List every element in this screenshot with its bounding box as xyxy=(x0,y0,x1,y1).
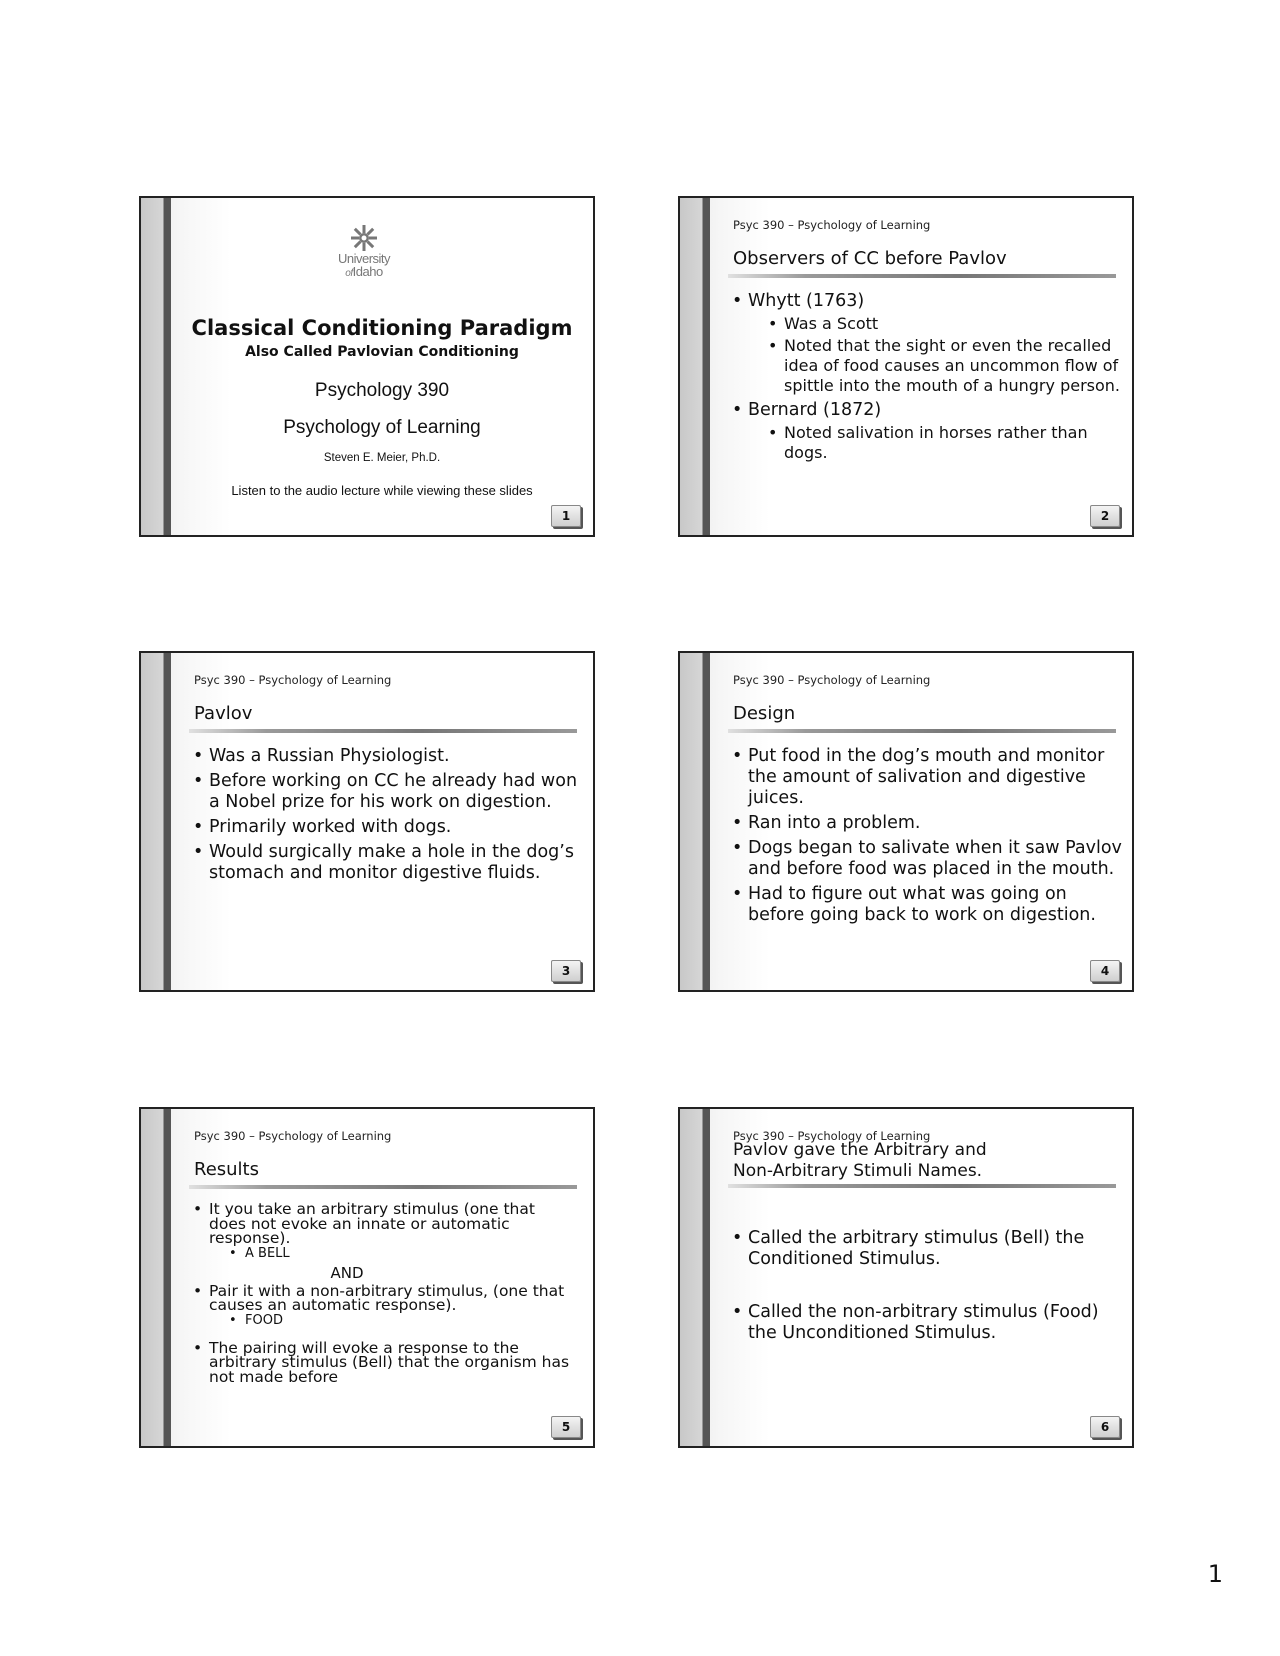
slide-side-bar xyxy=(680,653,710,990)
bullet-text: Pair it with a non-arbitrary stimulus, (one that causes an automatic response). xyxy=(209,1281,565,1314)
list-item xyxy=(730,291,1122,396)
logo-line-2b: Idaho xyxy=(352,264,383,279)
slide-3 xyxy=(139,651,595,992)
list-item: • Ran into a problem. xyxy=(730,813,1122,834)
list-item xyxy=(730,400,1122,463)
slide-title: Observers of CC before Pavlov xyxy=(733,248,1007,269)
slide-5 xyxy=(139,1107,595,1448)
slide-header: Psyc 390 – Psychology of Learning xyxy=(194,673,392,687)
list-item: • Primarily worked with dogs. xyxy=(191,817,583,838)
list-item: • Had to figure out what was going on before going back to work on digestion. xyxy=(730,884,1122,926)
list-item xyxy=(191,1202,573,1262)
slide-number-badge: 1 xyxy=(551,505,581,527)
slide-side-bar xyxy=(141,198,171,535)
title-rule xyxy=(189,729,577,733)
bullet-text: It you take an arbitrary stimulus (one that does not evoke an innate or automatic response). xyxy=(209,1200,535,1247)
list-item: • Before working on CC he already had won a Nobel prize for his work on digestion. xyxy=(191,771,583,813)
slide-1 xyxy=(139,196,595,537)
slide-title: Pavlov xyxy=(194,703,253,724)
slide-header: Psyc 390 – Psychology of Learning xyxy=(733,673,931,687)
bullet-list xyxy=(191,1202,573,1384)
logo-emblem-icon xyxy=(349,224,379,252)
slide-title-line-1: Pavlov gave the Arbitrary and xyxy=(733,1140,987,1160)
slide-side-bar xyxy=(141,653,171,990)
and-connector: AND xyxy=(330,1263,364,1282)
slide-title xyxy=(733,1140,987,1182)
logo-line-1: University xyxy=(337,251,391,266)
slide-number-badge: 4 xyxy=(1090,960,1120,982)
slide-header: Psyc 390 – Psychology of Learning xyxy=(733,218,931,232)
list-item: • Dogs began to salivate when it saw Pavlov and before food was placed in the mouth. xyxy=(730,838,1122,880)
slide-side-bar xyxy=(680,1109,710,1446)
slide-side-bar xyxy=(680,198,710,535)
sub-list xyxy=(209,1246,573,1262)
title-rule xyxy=(728,274,1116,278)
slide-1-course-name: Psychology of Learning xyxy=(283,417,481,438)
logo-line-2a: of xyxy=(345,268,353,279)
slide-1-note: Listen to the audio lecture while viewing these slides xyxy=(231,483,533,498)
sub-item: • Noted salivation in horses rather than dogs. xyxy=(766,423,1122,463)
slide-1-title: Classical Conditioning Paradigm xyxy=(191,316,573,340)
sub-item: • Was a Scott xyxy=(766,314,1122,334)
sub-item: • Noted that the sight or even the recalled idea of food causes an uncommon flow of spittle into the mouth of a hungry person. xyxy=(766,336,1122,396)
slide-1-subtitle: Also Called Pavlovian Conditioning xyxy=(245,344,519,360)
title-rule xyxy=(189,1185,577,1189)
logo-wordmark xyxy=(329,252,399,280)
slide-title-line-2: Non-Arbitrary Stimuli Names. xyxy=(733,1161,983,1181)
list-item: • Put food in the dog’s mouth and monitor the amount of salivation and digestive juices. xyxy=(730,746,1122,809)
list-item xyxy=(191,1281,573,1329)
page-number: 1 xyxy=(1207,1560,1223,1588)
sub-list xyxy=(209,1313,573,1329)
slide-header: Psyc 390 – Psychology of Learning xyxy=(733,1129,931,1143)
slide-number-badge: 3 xyxy=(551,960,581,982)
slide-number-badge: 6 xyxy=(1090,1416,1120,1438)
slide-4 xyxy=(678,651,1134,992)
sub-item: • FOOD xyxy=(227,1313,573,1329)
bullet-list xyxy=(191,746,583,888)
bullet-text: Whytt (1763) xyxy=(748,291,865,311)
slide-number-badge: 2 xyxy=(1090,505,1120,527)
list-item: • The pairing will evoke a response to the arbitrary stimulus (Bell) that the organism has not made before xyxy=(191,1341,573,1385)
slide-1-course: Psychology 390 xyxy=(314,380,450,401)
slide-title: Results xyxy=(194,1159,259,1180)
bullet-text: Bernard (1872) xyxy=(748,400,882,420)
sub-list xyxy=(748,314,1122,396)
list-item: • Was a Russian Physiologist. xyxy=(191,746,583,767)
slide-title: Design xyxy=(733,703,796,724)
slide-1-author: Steven E. Meier, Ph.D. xyxy=(323,452,441,464)
sub-item: • A BELL xyxy=(227,1246,573,1262)
list-item: • Called the non-arbitrary stimulus (Food) the Unconditioned Stimulus. xyxy=(730,1302,1122,1344)
slide-header: Psyc 390 – Psychology of Learning xyxy=(194,1129,392,1143)
sub-list xyxy=(748,423,1122,463)
bullet-list xyxy=(730,291,1122,467)
title-rule xyxy=(728,1184,1116,1188)
slide-6 xyxy=(678,1107,1134,1448)
list-item: • Called the arbitrary stimulus (Bell) the Conditioned Stimulus. xyxy=(730,1228,1122,1270)
university-logo xyxy=(329,224,399,286)
slide-2 xyxy=(678,196,1134,537)
slide-side-bar xyxy=(141,1109,171,1446)
bullet-list xyxy=(730,1228,1122,1348)
bullet-list xyxy=(730,746,1122,930)
list-item: • Would surgically make a hole in the dog’s stomach and monitor digestive fluids. xyxy=(191,842,583,884)
title-rule xyxy=(728,729,1116,733)
slide-number-badge: 5 xyxy=(551,1416,581,1438)
